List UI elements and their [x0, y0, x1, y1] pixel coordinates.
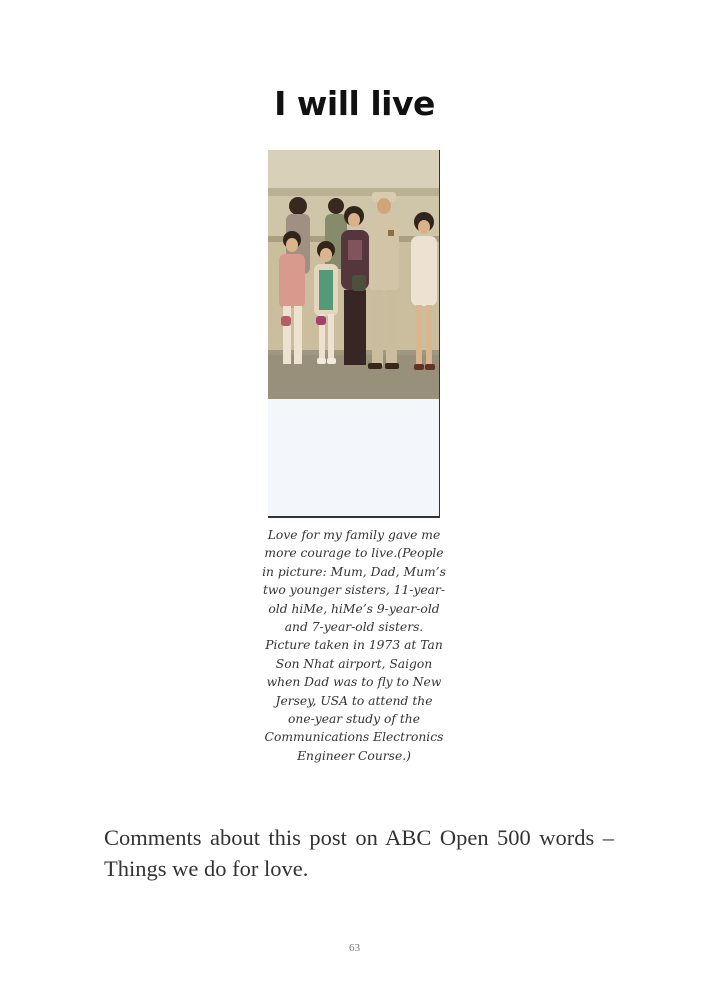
family-photo	[268, 150, 440, 518]
photo-caption: Love for my family gave me more courage to live.(People in picture: Mum, Dad, Mum’s two younger sisters, 11-year-old hiMe, hiMe’s 9-year-old and 7-year-old sisters. Picture taken in 1973 at Tan Son Nhat airport, Saigon when Dad was to fly to New Jersey, USA to attend the one-year study of the Communications Electronics Engineer Course.)	[262, 528, 446, 763]
comment-text: Comments about this post on ABC Open 500 words – Things we do for love.	[104, 825, 614, 881]
family-photo-image	[268, 150, 440, 518]
page-title: I will live	[274, 84, 435, 123]
page-number: 63	[349, 942, 360, 954]
